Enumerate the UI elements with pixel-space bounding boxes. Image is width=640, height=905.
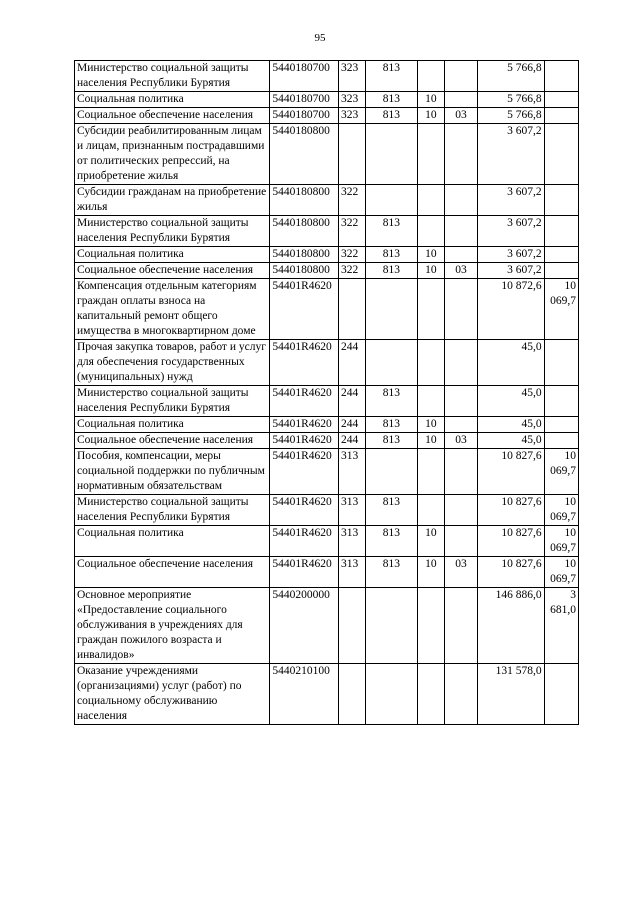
row-rz-cell: [417, 449, 444, 495]
row-vr-cell: 244: [338, 417, 365, 433]
row-vr-cell: 322: [338, 185, 365, 216]
row-name-cell: Субсидии гражданам на приобретение жилья: [75, 185, 270, 216]
row-rz-cell: 10: [417, 92, 444, 108]
row-pr-cell: 03: [444, 108, 477, 124]
row-sum1-cell: 5 766,8: [478, 108, 545, 124]
row-sum2-cell: [544, 386, 578, 417]
row-csr-cell: 5440200000: [270, 588, 339, 664]
table-row: [75, 247, 579, 263]
table-row: [75, 495, 579, 526]
row-csr-cell: 5440180700: [270, 108, 339, 124]
row-name-cell: Прочая закупка товаров, работ и услуг для обеспечения государственных (муниципальных) нужд: [75, 340, 270, 386]
row-csr-cell: 5440180800: [270, 216, 339, 247]
table-row: [75, 61, 579, 92]
row-rz-cell: [417, 124, 444, 185]
row-csr-cell: 5440180800: [270, 247, 339, 263]
row-grbs-cell: [365, 449, 417, 495]
row-grbs-cell: 813: [365, 263, 417, 279]
row-grbs-cell: [365, 279, 417, 340]
row-csr-cell: 54401R4620: [270, 557, 339, 588]
row-rz-cell: [417, 216, 444, 247]
row-grbs-cell: 813: [365, 216, 417, 247]
row-csr-cell: 54401R4620: [270, 449, 339, 495]
row-pr-cell: [444, 417, 477, 433]
row-vr-cell: 313: [338, 526, 365, 557]
row-sum2-cell: [544, 433, 578, 449]
row-sum1-cell: 3 607,2: [478, 216, 545, 247]
row-pr-cell: [444, 588, 477, 664]
row-vr-cell: [338, 588, 365, 664]
row-sum2-cell: 10 069,7: [544, 495, 578, 526]
row-pr-cell: [444, 526, 477, 557]
row-csr-cell: 54401R4620: [270, 526, 339, 557]
table-row: [75, 557, 579, 588]
row-sum2-cell: 10 069,7: [544, 526, 578, 557]
row-name-cell: Министерство социальной защиты населения Республики Бурятия: [75, 495, 270, 526]
row-pr-cell: [444, 185, 477, 216]
row-sum1-cell: 10 827,6: [478, 495, 545, 526]
row-vr-cell: 323: [338, 108, 365, 124]
row-rz-cell: 10: [417, 433, 444, 449]
row-sum1-cell: 5 766,8: [478, 61, 545, 92]
row-csr-cell: 54401R4620: [270, 433, 339, 449]
row-csr-cell: 5440180700: [270, 92, 339, 108]
row-vr-cell: 244: [338, 433, 365, 449]
row-grbs-cell: 813: [365, 247, 417, 263]
row-grbs-cell: 813: [365, 433, 417, 449]
row-sum1-cell: 3 607,2: [478, 124, 545, 185]
row-vr-cell: 313: [338, 449, 365, 495]
row-name-cell: Социальная политика: [75, 526, 270, 557]
row-sum1-cell: 3 607,2: [478, 247, 545, 263]
row-pr-cell: [444, 279, 477, 340]
row-rz-cell: [417, 340, 444, 386]
row-rz-cell: [417, 588, 444, 664]
table-row: [75, 433, 579, 449]
row-sum2-cell: [544, 185, 578, 216]
row-pr-cell: 03: [444, 433, 477, 449]
row-name-cell: Министерство социальной защиты населения Республики Бурятия: [75, 386, 270, 417]
row-sum2-cell: [544, 108, 578, 124]
row-grbs-cell: 813: [365, 108, 417, 124]
page-number: 95: [314, 32, 326, 44]
row-sum2-cell: 3 681,0: [544, 588, 578, 664]
row-vr-cell: 244: [338, 340, 365, 386]
row-pr-cell: [444, 247, 477, 263]
row-sum1-cell: 45,0: [478, 386, 545, 417]
row-csr-cell: 54401R4620: [270, 417, 339, 433]
row-sum1-cell: 5 766,8: [478, 92, 545, 108]
row-name-cell: Основное мероприятие «Предоставление социального обслуживания в учреждениях для граждан пожилого возраста и инвалидов»: [75, 588, 270, 664]
row-vr-cell: [338, 124, 365, 185]
row-name-cell: Социальная политика: [75, 92, 270, 108]
row-vr-cell: [338, 279, 365, 340]
row-sum1-cell: 10 827,6: [478, 526, 545, 557]
row-grbs-cell: [365, 185, 417, 216]
row-csr-cell: 5440180800: [270, 263, 339, 279]
row-name-cell: Компенсация отдельным категориям граждан оплаты взноса на капитальный ремонт общего имущества в многоквартирном доме: [75, 279, 270, 340]
row-grbs-cell: [365, 340, 417, 386]
row-sum1-cell: 45,0: [478, 433, 545, 449]
row-sum2-cell: [544, 263, 578, 279]
row-sum2-cell: 10 069,7: [544, 449, 578, 495]
row-csr-cell: 5440210100: [270, 664, 339, 725]
row-name-cell: Социальная политика: [75, 417, 270, 433]
table-row: [75, 417, 579, 433]
row-vr-cell: 322: [338, 247, 365, 263]
table-row: [75, 588, 579, 664]
row-csr-cell: 5440180800: [270, 124, 339, 185]
table-row: [75, 279, 579, 340]
row-csr-cell: 54401R4620: [270, 279, 339, 340]
row-sum2-cell: [544, 417, 578, 433]
row-rz-cell: 10: [417, 108, 444, 124]
row-vr-cell: 313: [338, 557, 365, 588]
row-name-cell: Социальное обеспечение населения: [75, 263, 270, 279]
table-row: [75, 526, 579, 557]
table-row: [75, 664, 579, 725]
row-name-cell: Социальное обеспечение населения: [75, 433, 270, 449]
budget-table: [74, 60, 579, 725]
table-row: [75, 340, 579, 386]
table-row: [75, 216, 579, 247]
row-name-cell: Социальное обеспечение населения: [75, 557, 270, 588]
row-pr-cell: [444, 124, 477, 185]
row-sum2-cell: [544, 124, 578, 185]
row-sum2-cell: [544, 216, 578, 247]
row-vr-cell: 313: [338, 495, 365, 526]
row-name-cell: Министерство социальной защиты населения Республики Бурятия: [75, 216, 270, 247]
row-sum1-cell: 131 578,0: [478, 664, 545, 725]
row-csr-cell: 54401R4620: [270, 386, 339, 417]
row-rz-cell: [417, 664, 444, 725]
row-pr-cell: [444, 216, 477, 247]
row-sum2-cell: [544, 664, 578, 725]
row-grbs-cell: 813: [365, 92, 417, 108]
row-rz-cell: [417, 61, 444, 92]
row-name-cell: Социальная политика: [75, 247, 270, 263]
row-name-cell: Пособия, компенсации, меры социальной поддержки по публичным нормативным обязательствам: [75, 449, 270, 495]
row-pr-cell: [444, 495, 477, 526]
row-csr-cell: 54401R4620: [270, 340, 339, 386]
row-rz-cell: 10: [417, 557, 444, 588]
row-vr-cell: [338, 664, 365, 725]
row-sum1-cell: 10 827,6: [478, 449, 545, 495]
row-name-cell: Субсидии реабилитированным лицам и лицам, признанным пострадавшими от политических репрессий, на приобретение жилья: [75, 124, 270, 185]
row-sum2-cell: [544, 340, 578, 386]
row-grbs-cell: [365, 124, 417, 185]
row-grbs-cell: 813: [365, 526, 417, 557]
row-grbs-cell: 813: [365, 386, 417, 417]
row-rz-cell: [417, 495, 444, 526]
row-vr-cell: 322: [338, 263, 365, 279]
row-csr-cell: 54401R4620: [270, 495, 339, 526]
table-row: [75, 263, 579, 279]
row-name-cell: Социальное обеспечение населения: [75, 108, 270, 124]
row-rz-cell: 10: [417, 417, 444, 433]
row-rz-cell: [417, 279, 444, 340]
row-name-cell: Министерство социальной защиты населения Республики Бурятия: [75, 61, 270, 92]
row-sum2-cell: [544, 247, 578, 263]
table-row: [75, 386, 579, 417]
row-pr-cell: [444, 386, 477, 417]
row-rz-cell: [417, 386, 444, 417]
table-row: [75, 108, 579, 124]
row-vr-cell: 323: [338, 92, 365, 108]
row-grbs-cell: [365, 588, 417, 664]
row-pr-cell: [444, 340, 477, 386]
row-grbs-cell: 813: [365, 495, 417, 526]
row-grbs-cell: 813: [365, 557, 417, 588]
row-sum1-cell: 10 872,6: [478, 279, 545, 340]
row-csr-cell: 5440180800: [270, 185, 339, 216]
row-pr-cell: [444, 92, 477, 108]
row-rz-cell: [417, 185, 444, 216]
row-rz-cell: 10: [417, 247, 444, 263]
row-rz-cell: 10: [417, 526, 444, 557]
row-sum1-cell: 146 886,0: [478, 588, 545, 664]
row-pr-cell: [444, 61, 477, 92]
row-vr-cell: 244: [338, 386, 365, 417]
row-grbs-cell: 813: [365, 417, 417, 433]
row-pr-cell: [444, 449, 477, 495]
table-row: [75, 185, 579, 216]
row-pr-cell: [444, 664, 477, 725]
table-row: [75, 92, 579, 108]
row-csr-cell: 5440180700: [270, 61, 339, 92]
row-rz-cell: 10: [417, 263, 444, 279]
row-grbs-cell: [365, 664, 417, 725]
row-grbs-cell: 813: [365, 61, 417, 92]
row-pr-cell: 03: [444, 557, 477, 588]
table-row: [75, 124, 579, 185]
row-pr-cell: 03: [444, 263, 477, 279]
row-sum1-cell: 3 607,2: [478, 185, 545, 216]
row-sum1-cell: 45,0: [478, 340, 545, 386]
row-sum2-cell: 10 069,7: [544, 279, 578, 340]
row-sum1-cell: 45,0: [478, 417, 545, 433]
row-vr-cell: 323: [338, 61, 365, 92]
row-sum1-cell: 3 607,2: [478, 263, 545, 279]
row-sum2-cell: [544, 92, 578, 108]
row-sum2-cell: 10 069,7: [544, 557, 578, 588]
row-sum1-cell: 10 827,6: [478, 557, 545, 588]
table-row: [75, 449, 579, 495]
row-vr-cell: 322: [338, 216, 365, 247]
row-name-cell: Оказание учреждениями (организациями) услуг (работ) по социальному обслуживанию населения: [75, 664, 270, 725]
row-sum2-cell: [544, 61, 578, 92]
